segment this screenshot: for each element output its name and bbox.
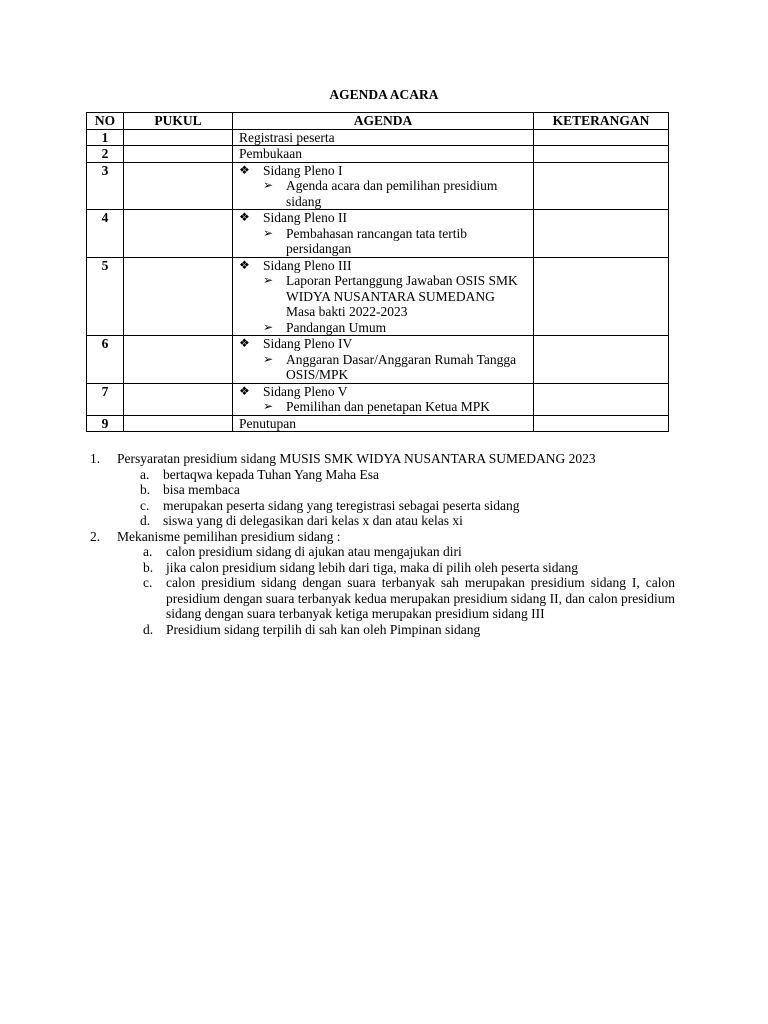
diamond-bullet-icon: ❖ bbox=[239, 162, 250, 177]
agenda-main-label: Sidang Pleno I bbox=[263, 162, 343, 178]
list-number: 2. bbox=[90, 528, 101, 544]
sub-list-letter: d. bbox=[140, 513, 151, 528]
row-pukul bbox=[124, 146, 233, 163]
table-row bbox=[87, 129, 669, 146]
sub-list bbox=[90, 544, 675, 637]
row-keterangan bbox=[534, 383, 669, 415]
sub-list-item bbox=[90, 575, 675, 622]
list-heading: Mekanisme pemilihan presidium sidang : bbox=[117, 528, 341, 544]
sub-list-text: jika calon presidium sidang lebih dari tiga, maka di pilih oleh peserta sidang bbox=[166, 559, 579, 575]
table-row bbox=[87, 336, 669, 384]
sub-list-item bbox=[90, 467, 675, 483]
agenda-sub-item bbox=[239, 178, 527, 209]
arrow-bullet-icon: ➢ bbox=[263, 273, 274, 287]
header-pukul: PUKUL bbox=[124, 113, 233, 130]
agenda-main-item bbox=[239, 384, 527, 400]
row-agenda bbox=[233, 210, 534, 258]
row-no: 6 bbox=[87, 336, 124, 384]
sub-list-letter: a. bbox=[140, 466, 150, 482]
agenda-sub-label: Pembahasan rancangan tata tertib persidangan bbox=[286, 225, 468, 256]
list-item bbox=[90, 529, 675, 545]
row-no: 5 bbox=[87, 257, 124, 336]
sub-list-text: calon presidium sidang di ajukan atau mengajukan diri bbox=[166, 544, 462, 559]
agenda-main-item bbox=[239, 258, 527, 274]
agenda-sub-item bbox=[239, 273, 527, 320]
sub-list-item bbox=[90, 560, 675, 576]
agenda-sub-item bbox=[239, 320, 527, 336]
sub-list-text: bisa membaca bbox=[163, 482, 240, 497]
agenda-main-label: Sidang Pleno V bbox=[263, 383, 348, 399]
arrow-bullet-icon: ➢ bbox=[263, 319, 274, 334]
list-heading: Persyaratan presidium sidang MUSIS SMK WIDYA NUSANTARA SUMEDANG 2023 bbox=[117, 451, 596, 466]
row-pukul bbox=[124, 383, 233, 415]
sub-list-item bbox=[90, 498, 675, 514]
row-keterangan bbox=[534, 336, 669, 384]
table-row bbox=[87, 383, 669, 415]
agenda-main-label: Sidang Pleno IV bbox=[263, 336, 353, 351]
agenda-sub-label: Anggaran Dasar/Anggaran Rumah Tangga OSIS/MPK bbox=[286, 351, 517, 382]
table-header-row bbox=[87, 113, 669, 130]
sub-list-letter: d. bbox=[143, 621, 154, 637]
list-number: 1. bbox=[90, 451, 101, 466]
row-pukul bbox=[124, 415, 233, 432]
header-keterangan: KETERANGAN bbox=[534, 113, 669, 130]
agenda-sub-item bbox=[239, 226, 527, 257]
sub-list-text: calon presidium sidang dengan suara terbanyak sah merupakan presidium sidang I, calon presidium dengan suara terbanyak kedua merupakan presidium sidang II, dan calon presidium sidang dengan suara terbanyak ketiga merupakan presidium sidang III bbox=[166, 575, 675, 621]
table-row bbox=[87, 146, 669, 163]
agenda-sub-label: Pemilihan dan penetapan Ketua MPK bbox=[286, 399, 490, 414]
table-row bbox=[87, 210, 669, 258]
agenda-sub-item bbox=[239, 399, 527, 415]
row-agenda bbox=[233, 383, 534, 415]
sub-list-item bbox=[90, 544, 675, 560]
row-pukul bbox=[124, 129, 233, 146]
row-pukul bbox=[124, 336, 233, 384]
agenda-table bbox=[86, 112, 669, 432]
row-agenda bbox=[233, 162, 534, 210]
row-no: 2 bbox=[87, 146, 124, 163]
row-keterangan bbox=[534, 162, 669, 210]
diamond-bullet-icon: ❖ bbox=[239, 210, 250, 224]
row-no: 7 bbox=[87, 383, 124, 415]
table-row bbox=[87, 257, 669, 336]
sub-list-letter: a. bbox=[143, 544, 153, 559]
header-agenda: AGENDA bbox=[233, 113, 534, 130]
header-no: NO bbox=[87, 113, 124, 130]
row-pukul bbox=[124, 162, 233, 210]
arrow-bullet-icon: ➢ bbox=[263, 351, 274, 366]
row-keterangan bbox=[534, 257, 669, 336]
agenda-main-label: Sidang Pleno III bbox=[263, 257, 352, 273]
row-no: 1 bbox=[87, 129, 124, 146]
agenda-sub-label: Laporan Pertanggung Jawaban OSIS SMK WIDYA NUSANTARA SUMEDANG Masa bakti 2022-2023 bbox=[286, 273, 518, 319]
sub-list-text: siswa yang di delegasikan dari kelas x dan atau kelas xi bbox=[163, 513, 463, 528]
sub-list-letter: c. bbox=[140, 497, 150, 513]
diamond-bullet-icon: ❖ bbox=[239, 257, 250, 272]
agenda-sub-label: Pandangan Umum bbox=[286, 319, 387, 335]
sub-list-text: bertaqwa kepada Tuhan Yang Maha Esa bbox=[163, 466, 379, 482]
agenda-sub-label: Agenda acara dan pemilihan presidium sidang bbox=[286, 178, 498, 209]
row-agenda: Penutupan bbox=[233, 415, 534, 432]
row-keterangan bbox=[534, 415, 669, 432]
arrow-bullet-icon: ➢ bbox=[263, 399, 274, 413]
sub-list-letter: c. bbox=[143, 575, 153, 590]
sub-list-item bbox=[90, 513, 675, 529]
agenda-main-item bbox=[239, 163, 527, 179]
diamond-bullet-icon: ❖ bbox=[239, 336, 250, 350]
sub-list-letter: b. bbox=[140, 482, 151, 497]
row-keterangan bbox=[534, 129, 669, 146]
row-agenda bbox=[233, 336, 534, 384]
arrow-bullet-icon: ➢ bbox=[263, 178, 274, 192]
sub-list-item bbox=[90, 482, 675, 498]
row-pukul bbox=[124, 257, 233, 336]
arrow-bullet-icon: ➢ bbox=[263, 225, 274, 240]
diamond-bullet-icon: ❖ bbox=[239, 383, 250, 398]
row-agenda: Pembukaan bbox=[233, 146, 534, 163]
row-agenda bbox=[233, 257, 534, 336]
row-pukul bbox=[124, 210, 233, 258]
row-no: 3 bbox=[87, 162, 124, 210]
notes-list bbox=[90, 451, 675, 637]
sub-list bbox=[90, 467, 675, 529]
sub-list-item bbox=[90, 622, 675, 638]
agenda-main-item bbox=[239, 336, 527, 352]
row-keterangan bbox=[534, 146, 669, 163]
page-title: AGENDA ACARA bbox=[329, 87, 439, 102]
agenda-main-label: Sidang Pleno II bbox=[263, 210, 347, 225]
sub-list-text: Presidium sidang terpilih di sah kan oleh Pimpinan sidang bbox=[166, 621, 481, 637]
row-agenda: Registrasi peserta bbox=[233, 129, 534, 146]
list-item bbox=[90, 451, 675, 467]
row-keterangan bbox=[534, 210, 669, 258]
sub-list-text: merupakan peserta sidang yang teregistrasi sebagai peserta sidang bbox=[163, 497, 520, 513]
row-no: 4 bbox=[87, 210, 124, 258]
sub-list-letter: b. bbox=[143, 559, 154, 575]
row-no: 9 bbox=[87, 415, 124, 432]
agenda-sub-item bbox=[239, 352, 527, 383]
table-row bbox=[87, 415, 669, 432]
agenda-main-item bbox=[239, 210, 527, 226]
table-row bbox=[87, 162, 669, 210]
